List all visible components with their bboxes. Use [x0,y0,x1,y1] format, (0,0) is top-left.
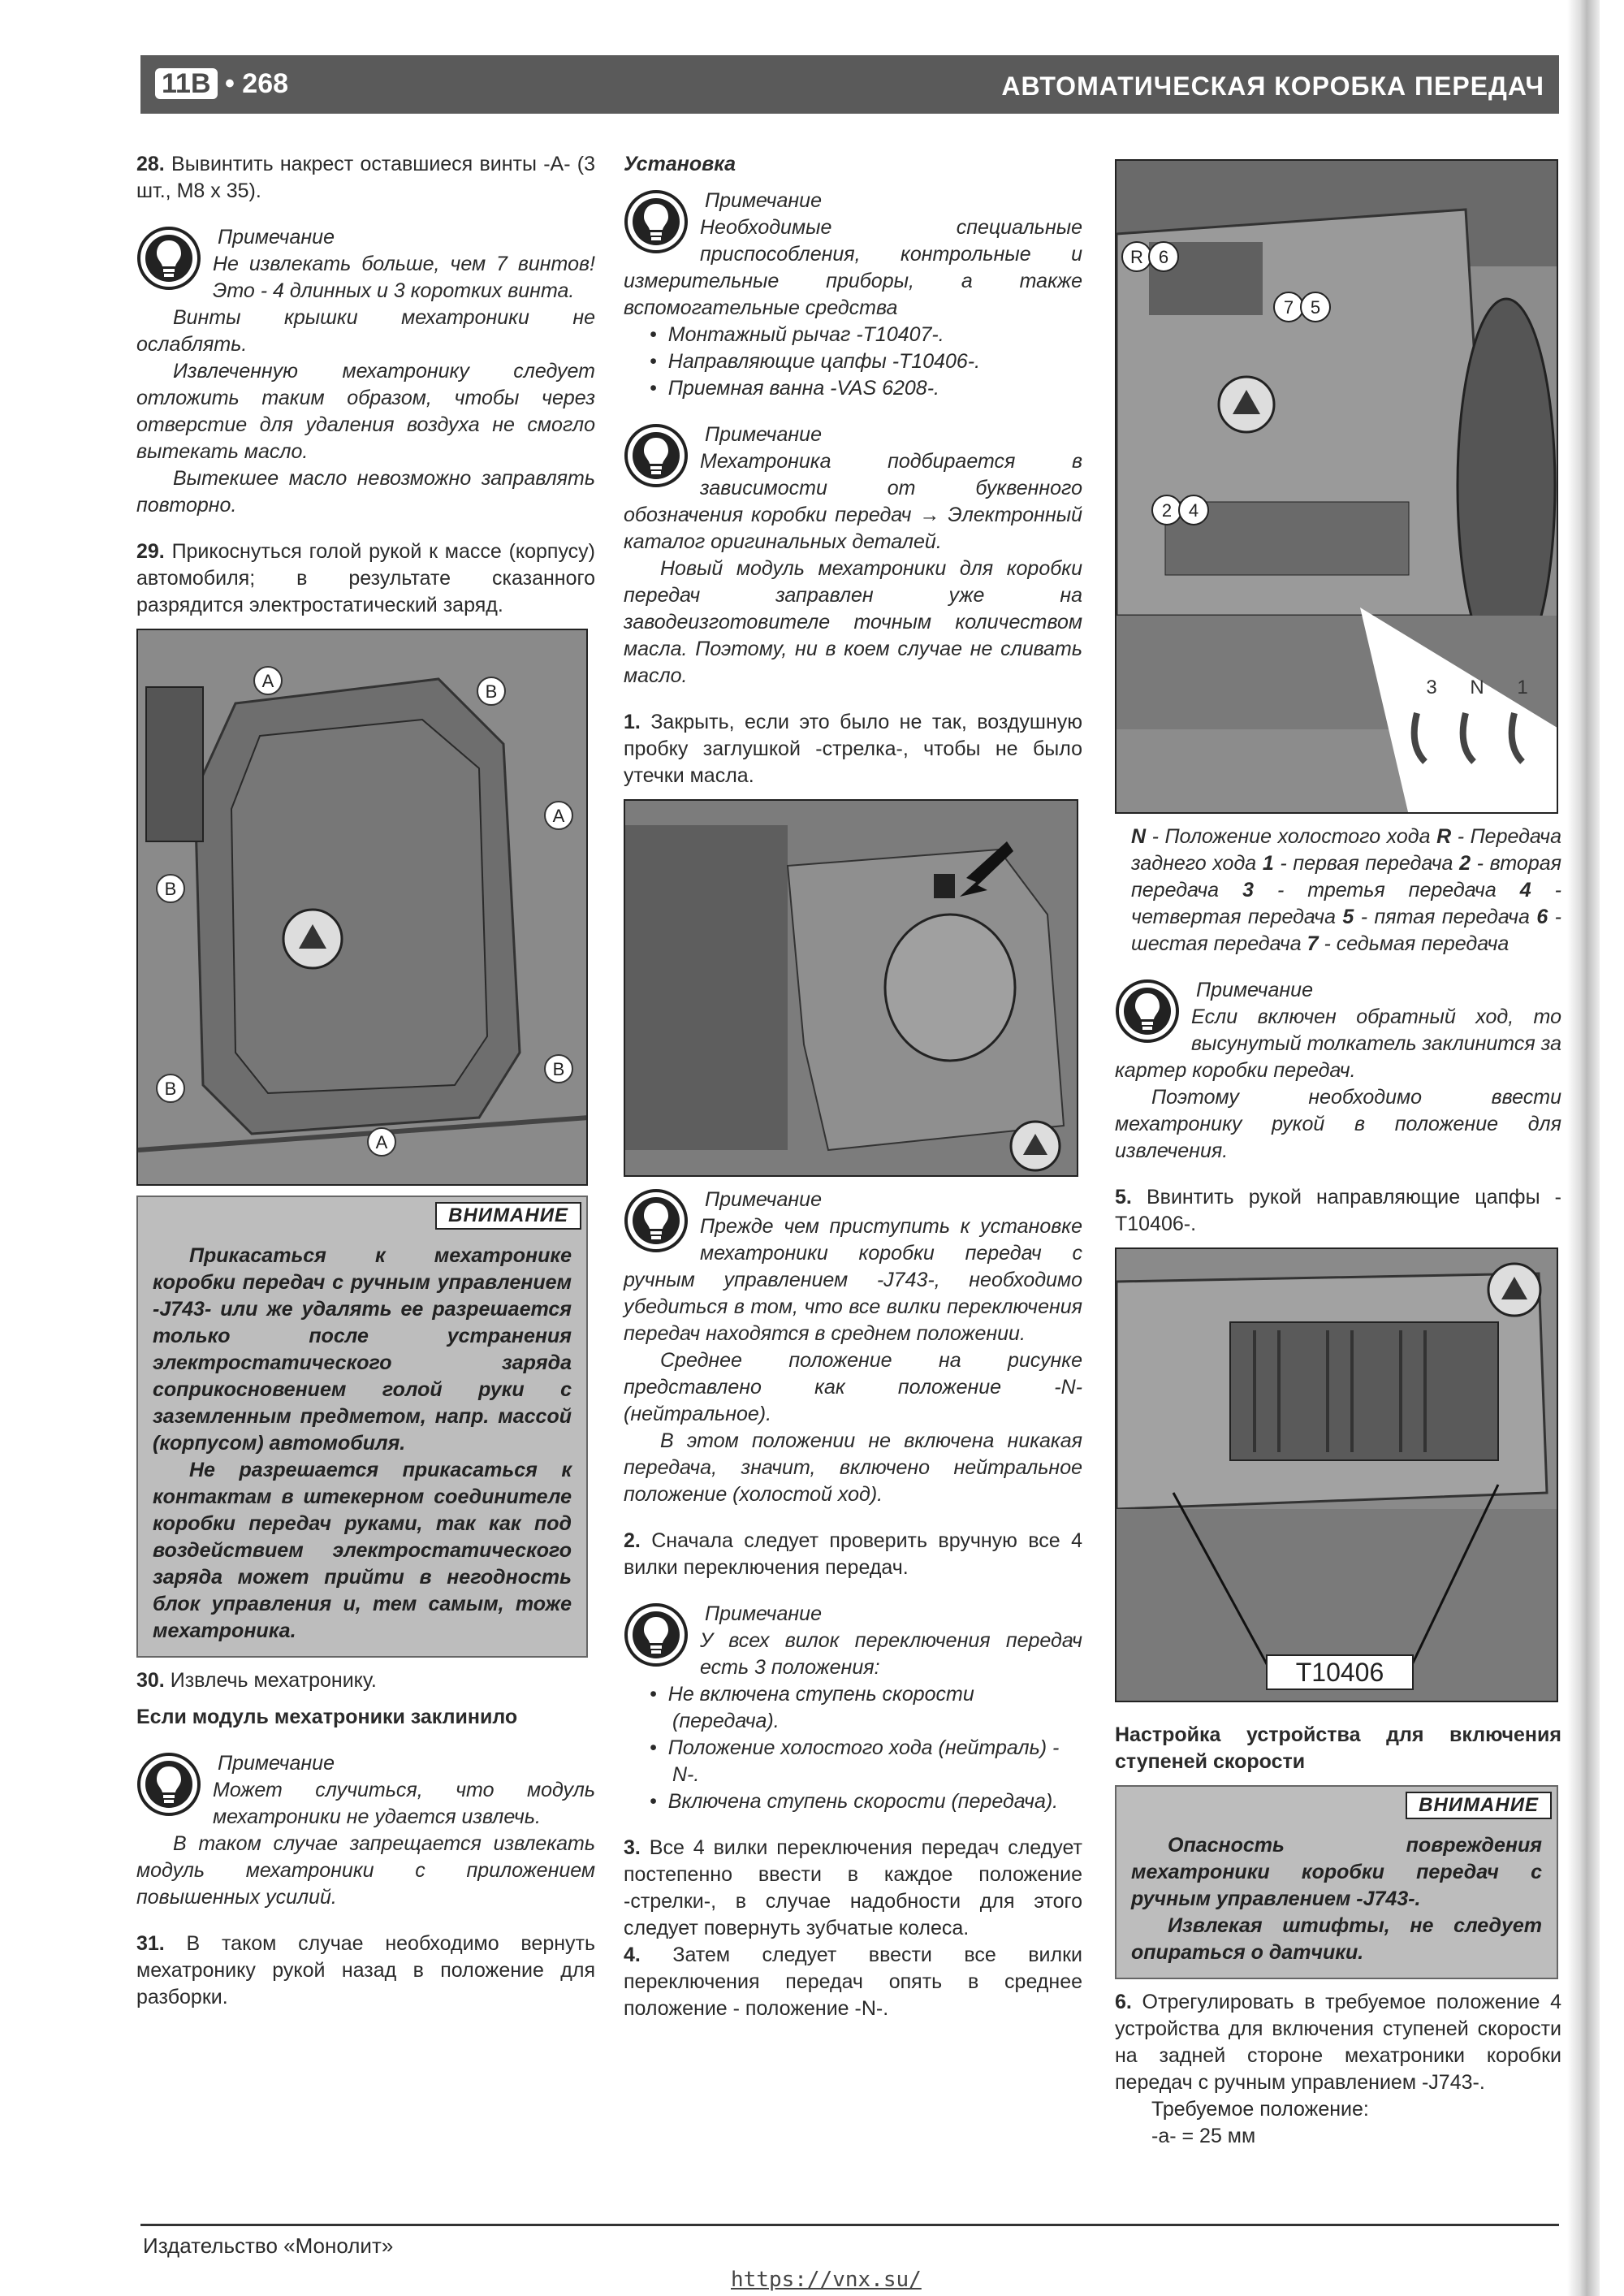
footer-link[interactable]: https://vnx.su/ [731,2268,922,2292]
list-item: • Положение холостого хода (нейтраль) -N-. [672,1735,1082,1788]
note-text: Не извлекать больше, чем 7 винтов! Это - 4 длинных и 3 коротких винта. [213,253,595,302]
required-position-value: -a- = 25 мм [1151,2125,1256,2147]
section-heading-adjustment: Настройка устройства для включения ступеней скорости [1115,1723,1561,1773]
air-plug-figure [624,799,1078,1177]
fig-label-b-4: B [164,1079,177,1099]
figure-illustration [138,630,588,1186]
step-1: 1. Закрыть, если это было не так, воздушную пробку заглушкой -стрелка-, чтобы не было утечки масла. [624,711,1083,787]
lightbulb-icon [624,1188,689,1253]
lightbulb-icon [136,1752,201,1817]
fig-label-6: 6 [1158,247,1169,267]
subheading-stuck-module: Если модуль мехатроники заклинило [136,1706,518,1728]
header-chapter-page [155,63,288,104]
fig-label-2: 2 [1161,500,1173,521]
fig-label-1: 1 [1517,677,1528,698]
note-block: Примечание Прежде чем приступить к установке мехатроники коробки передач с ручным управлением -J743-, необходимо убедиться в том, что все вилки переключения передач находятся в среднем положении. Среднее положение на рисунке представлено как положение -N- (нейтральное). В этом положении не включена никакая передача, значит, включено нейтральное положение (холостой ход). [624,1188,1082,1506]
fig-label-a-2: A [552,806,565,826]
lightbulb-icon [624,189,689,254]
shift-forks-figure [1115,159,1558,814]
page-header [140,55,1559,114]
step-2: 2. Сначала следует проверить вручную все 4 вилки переключения передач. [624,1529,1082,1579]
mechatronics-cover-figure [136,629,588,1186]
step-29: 29. Прикоснуться голой рукой к массе (корпусу) автомобиля; в результате сказанного разрядится электростатический заряд. [136,540,595,616]
fig-label-b-2: B [164,879,177,899]
fig-label-3: 3 [1426,677,1437,698]
note-block: Примечание Не извлекать больше, чем 7 винтов! Это - 4 длинных и 3 коротких винта. Винты крышки мехатроники не ослаблять. Извлеченную мехатронику следует отложить таким образом, чтобы через отверстие для удаления воздуха не смогло вытекать масло. Вытекшее масло невозможно заправлять повторно. [136,226,595,517]
footer-divider [140,2224,1559,2226]
warning-tag: ВНИМАНИЕ [1406,1792,1552,1819]
note-block: Примечание Может случиться, что модуль мехатроники не удается извлечь. В таком случае запрещается извлекать модуль мехатроники с приложением повышенных усилий. [136,1752,595,1909]
page-edge-shadow [1567,0,1600,2296]
warning-tag: ВНИМАНИЕ [435,1202,581,1230]
lightbulb-icon [1115,979,1180,1044]
step-5: 5. Ввинтить рукой направляющие цапфы -T10406-. [1115,1186,1561,1235]
required-position-label: Требуемое положение: [1151,2098,1369,2121]
figure-illustration [1116,1249,1558,1702]
step-6: 6. Отрегулировать в требуемое положение 4 устройства для включения ступеней скорости на задней стороне мехатроники коробки передач с ручным управлением -J743-. [1115,1991,1561,2094]
list-item: • Не включена ступень скорости (передача). [672,1681,1082,1735]
note-block: Примечание У всех вилок переключения передач есть 3 положения: • Не включена ступень скорости (передача). • Положение холостого хода (нейтраль) -N-. • Включена ступень скорости (передача). [624,1601,1082,1815]
publisher-credit: Издательство «Монолит» [143,2233,394,2258]
list-item: • Направляющие цапфы -T10406-. [672,348,1082,375]
fig-label-7: 7 [1283,297,1294,318]
list-item: • Приемная ванна -VAS 6208-. [672,375,1082,402]
column-1 [136,151,595,2011]
lightbulb-icon [624,1602,689,1667]
guide-pins-figure [1115,1247,1558,1702]
page-number: • 268 [224,68,289,99]
figure-illustration [625,801,1078,1177]
fig-label-5: 5 [1310,297,1321,318]
list-item: • Включена ступень скорости (передача). [672,1788,1082,1815]
step-30: 30. Извлечь мехатронику. [136,1669,377,1692]
fig-label-n: N [1470,677,1484,698]
warning-box: ВНИМАНИЕ Опасность повреждения мехатроники коробки передач с ручным управлением -J743-. Извлекая штифты, не следует опираться о датчики. [1115,1785,1558,1979]
step-28: 28. Вывинтить накрест оставшиеся винты -А- (3 шт., M8 x 35). [136,153,595,202]
step-3: 3. Все 4 вилки переключения передач следует постепенно ввести в каждое положение -стрелки-, в случае надобности для этого следует повернуть зубчатые колеса. [624,1836,1082,1939]
fig-label-4: 4 [1188,500,1199,521]
column-3 [1115,159,1561,2150]
header-title: АВТОМАТИЧЕСКАЯ КОРОБКА ПЕРЕДАЧ [1001,71,1544,101]
chapter-badge: 11B [155,68,218,99]
tools-list [667,322,1082,402]
figure-illustration [1116,161,1558,814]
column-2 [624,151,1082,2022]
warning-box: ВНИМАНИЕ Прикасаться к мехатронике коробки передач с ручным управлением -J743- или же удалять ее разрешается только после устранения электростатического заряда соприкосновением голой руки с заземленным предметом, напр. массой (корпусом) автомобиля. Не разрешается прикасаться к контактам в штекерном соединителе коробки передач руками, так как под воздействием электростатического заряда может прийти в негодность блок управления и, тем самым, тоже мехатроника. [136,1196,588,1658]
step-31: 31. В таком случае необходимо вернуть мехатронику рукой назад в положение для разборки. [136,1932,596,2008]
fig-label-a-1: A [261,671,274,691]
fig-label-t10406: T10406 [1295,1658,1384,1687]
fig-label-r: R [1130,247,1143,267]
section-heading-installation: Установка [624,153,736,175]
lightbulb-icon [136,226,201,291]
step-4: 4. Затем следует ввести все вилки переключения передач опять в среднее положение - положение -N-. [624,1944,1082,2020]
gear-legend: N - Положение холостого хода R - Передача заднего хода 1 - первая передача 2 - вторая передача 3 - третья передача 4 - четвертая передача 5 - пятая передача 6 - шестая передача 7 - седьмая передача [1131,825,1562,955]
note-block: Примечание Необходимые специальные приспособления, контрольные и измерительные приборы, а также вспомогательные средства • Монтажный рычаг -T10407-. • Направляющие цапфы -T10406-. • Приемная ванна -VAS 6208-. [624,188,1082,402]
fig-label-b-1: B [485,681,498,702]
fig-label-b-3: B [552,1059,565,1079]
lightbulb-icon [624,423,689,488]
note-block: Примечание Мехатроника подбирается в зависимости от буквенного обозначения коробки передач → Электронный каталог оригинальных деталей. Новый модуль мехатроники для коробки передач заправлен уже на заводеизготовителе точным количеством масла. Поэтому, ни в коем случае не сливать масло. [624,423,1082,687]
positions-list [667,1681,1082,1815]
fig-label-a-3: A [375,1132,388,1152]
note-block: Примечание Если включен обратный ход, то высунутый толкатель заклинится за картер коробки передач. Поэтому необходимо ввести мехатронику рукой в положение для извлечения. [1115,979,1561,1162]
list-item: • Монтажный рычаг -T10407-. [672,322,1082,348]
